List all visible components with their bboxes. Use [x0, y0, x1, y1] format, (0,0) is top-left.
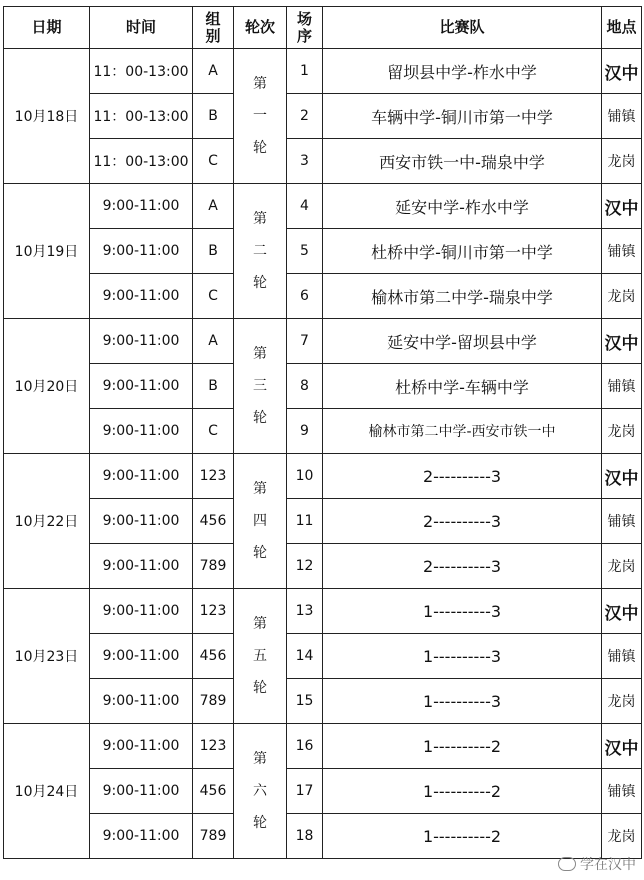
location-cell: 汉中 [602, 184, 642, 229]
match-number-cell: 12 [287, 544, 323, 589]
table-row [4, 274, 642, 319]
table-row [4, 139, 642, 184]
location-cell: 汉中 [602, 319, 642, 364]
teams-cell: 1----------3 [323, 634, 602, 679]
location-cell: 铺镇 [602, 364, 642, 409]
time-cell: 9:00-11:00 [90, 184, 193, 229]
time-cell: 9:00-11:00 [90, 454, 193, 499]
match-number-cell: 7 [287, 319, 323, 364]
table-row [4, 364, 642, 409]
time-cell: 11：00-13:00 [90, 139, 193, 184]
teams-cell: 榆林市第二中学-瑞泉中学 [323, 274, 602, 319]
round-cell [234, 454, 287, 589]
location-cell: 铺镇 [602, 634, 642, 679]
time-cell: 9:00-11:00 [90, 589, 193, 634]
teams-cell: 延安中学-留坝县中学 [323, 319, 602, 364]
group-cell: C [193, 274, 234, 319]
location-cell: 龙岗 [602, 544, 642, 589]
group-cell: 456 [193, 634, 234, 679]
time-cell: 9:00-11:00 [90, 724, 193, 769]
teams-cell: 车辆中学-铜川市第一中学 [323, 94, 602, 139]
teams-cell: 留坝县中学-柞水中学 [323, 49, 602, 94]
location-cell: 汉中 [602, 724, 642, 769]
time-cell: 9:00-11:00 [90, 814, 193, 859]
group-cell: 789 [193, 679, 234, 724]
group-cell: 456 [193, 769, 234, 814]
group-cell: B [193, 229, 234, 274]
match-number-cell: 10 [287, 454, 323, 499]
watermark [558, 854, 636, 874]
match-number-cell: 13 [287, 589, 323, 634]
round-cell [234, 319, 287, 454]
round-label: 第五轮 [253, 616, 267, 696]
location-cell: 铺镇 [602, 94, 642, 139]
date-cell: 10月20日 [4, 319, 90, 454]
match-number-cell: 6 [287, 274, 323, 319]
table-row [4, 814, 642, 859]
teams-cell: 1----------3 [323, 679, 602, 724]
teams-cell: 1----------2 [323, 814, 602, 859]
header-match: 场序 [287, 7, 323, 49]
match-number-cell: 5 [287, 229, 323, 274]
teams-cell: 2----------3 [323, 544, 602, 589]
match-number-cell: 8 [287, 364, 323, 409]
match-number-cell: 14 [287, 634, 323, 679]
header-location: 地点 [602, 7, 642, 49]
group-cell: 123 [193, 454, 234, 499]
table-row [4, 94, 642, 139]
round-label: 第四轮 [253, 481, 267, 561]
date-cell: 10月23日 [4, 589, 90, 724]
round-label: 第三轮 [253, 346, 267, 426]
header-round: 轮次 [234, 7, 287, 49]
round-cell [234, 184, 287, 319]
round-label: 第二轮 [253, 211, 267, 291]
match-number-cell: 16 [287, 724, 323, 769]
location-cell: 铺镇 [602, 499, 642, 544]
time-cell: 11：00-13:00 [90, 94, 193, 139]
teams-cell: 1----------2 [323, 724, 602, 769]
header-group: 组别 [193, 7, 234, 49]
location-cell: 汉中 [602, 589, 642, 634]
group-cell: B [193, 94, 234, 139]
header-date: 日期 [4, 7, 90, 49]
time-cell: 9:00-11:00 [90, 274, 193, 319]
schedule-table [3, 6, 642, 859]
group-cell: A [193, 319, 234, 364]
time-cell: 9:00-11:00 [90, 409, 193, 454]
table-row [4, 724, 642, 769]
table-row [4, 229, 642, 274]
table-row [4, 184, 642, 229]
match-number-cell: 15 [287, 679, 323, 724]
group-cell: A [193, 184, 234, 229]
location-cell: 龙岗 [602, 679, 642, 724]
round-cell [234, 589, 287, 724]
group-cell: 123 [193, 724, 234, 769]
round-cell [234, 724, 287, 859]
header-row [4, 7, 642, 49]
time-cell: 9:00-11:00 [90, 634, 193, 679]
teams-cell: 2----------3 [323, 499, 602, 544]
location-cell: 铺镇 [602, 229, 642, 274]
group-cell: 789 [193, 814, 234, 859]
group-cell: 456 [193, 499, 234, 544]
teams-cell: 1----------3 [323, 589, 602, 634]
teams-cell: 杜桥中学-铜川市第一中学 [323, 229, 602, 274]
time-cell: 9:00-11:00 [90, 364, 193, 409]
watermark-text: 学在汉中 [580, 857, 636, 873]
teams-cell: 西安市铁一中-瑞泉中学 [323, 139, 602, 184]
location-cell: 汉中 [602, 454, 642, 499]
header-time: 时间 [90, 7, 193, 49]
header-teams: 比赛队 [323, 7, 602, 49]
table-row [4, 319, 642, 364]
teams-cell: 2----------3 [323, 454, 602, 499]
teams-cell: 榆林市第二中学-西安市铁一中 [323, 409, 602, 454]
time-cell: 9:00-11:00 [90, 499, 193, 544]
match-number-cell: 11 [287, 499, 323, 544]
match-number-cell: 4 [287, 184, 323, 229]
date-cell: 10月18日 [4, 49, 90, 184]
time-cell: 9:00-11:00 [90, 769, 193, 814]
location-cell: 龙岗 [602, 139, 642, 184]
round-label: 第一轮 [253, 76, 267, 156]
date-cell: 10月24日 [4, 724, 90, 859]
group-cell: 789 [193, 544, 234, 589]
round-label: 第六轮 [253, 751, 267, 831]
group-cell: C [193, 409, 234, 454]
location-cell: 铺镇 [602, 769, 642, 814]
time-cell: 9:00-11:00 [90, 544, 193, 589]
table-row [4, 769, 642, 814]
match-number-cell: 9 [287, 409, 323, 454]
match-number-cell: 3 [287, 139, 323, 184]
match-number-cell: 17 [287, 769, 323, 814]
round-cell [234, 49, 287, 184]
teams-cell: 延安中学-柞水中学 [323, 184, 602, 229]
location-cell: 汉中 [602, 49, 642, 94]
group-cell: B [193, 364, 234, 409]
time-cell: 11：00-13:00 [90, 49, 193, 94]
group-cell: A [193, 49, 234, 94]
table-row [4, 544, 642, 589]
date-cell: 10月22日 [4, 454, 90, 589]
teams-cell: 杜桥中学-车辆中学 [323, 364, 602, 409]
time-cell: 9:00-11:00 [90, 229, 193, 274]
time-cell: 9:00-11:00 [90, 679, 193, 724]
group-cell: 123 [193, 589, 234, 634]
schedule-body [4, 49, 642, 859]
location-cell: 龙岗 [602, 409, 642, 454]
table-row [4, 49, 642, 94]
location-cell: 龙岗 [602, 814, 642, 859]
match-number-cell: 18 [287, 814, 323, 859]
table-row [4, 679, 642, 724]
group-cell: C [193, 139, 234, 184]
match-number-cell: 1 [287, 49, 323, 94]
wechat-bubble-icon [558, 857, 576, 871]
teams-cell: 1----------2 [323, 769, 602, 814]
location-cell: 龙岗 [602, 274, 642, 319]
table-row [4, 454, 642, 499]
time-cell: 9:00-11:00 [90, 319, 193, 364]
table-row [4, 409, 642, 454]
table-row [4, 589, 642, 634]
match-number-cell: 2 [287, 94, 323, 139]
table-row [4, 634, 642, 679]
date-cell: 10月19日 [4, 184, 90, 319]
table-row [4, 499, 642, 544]
